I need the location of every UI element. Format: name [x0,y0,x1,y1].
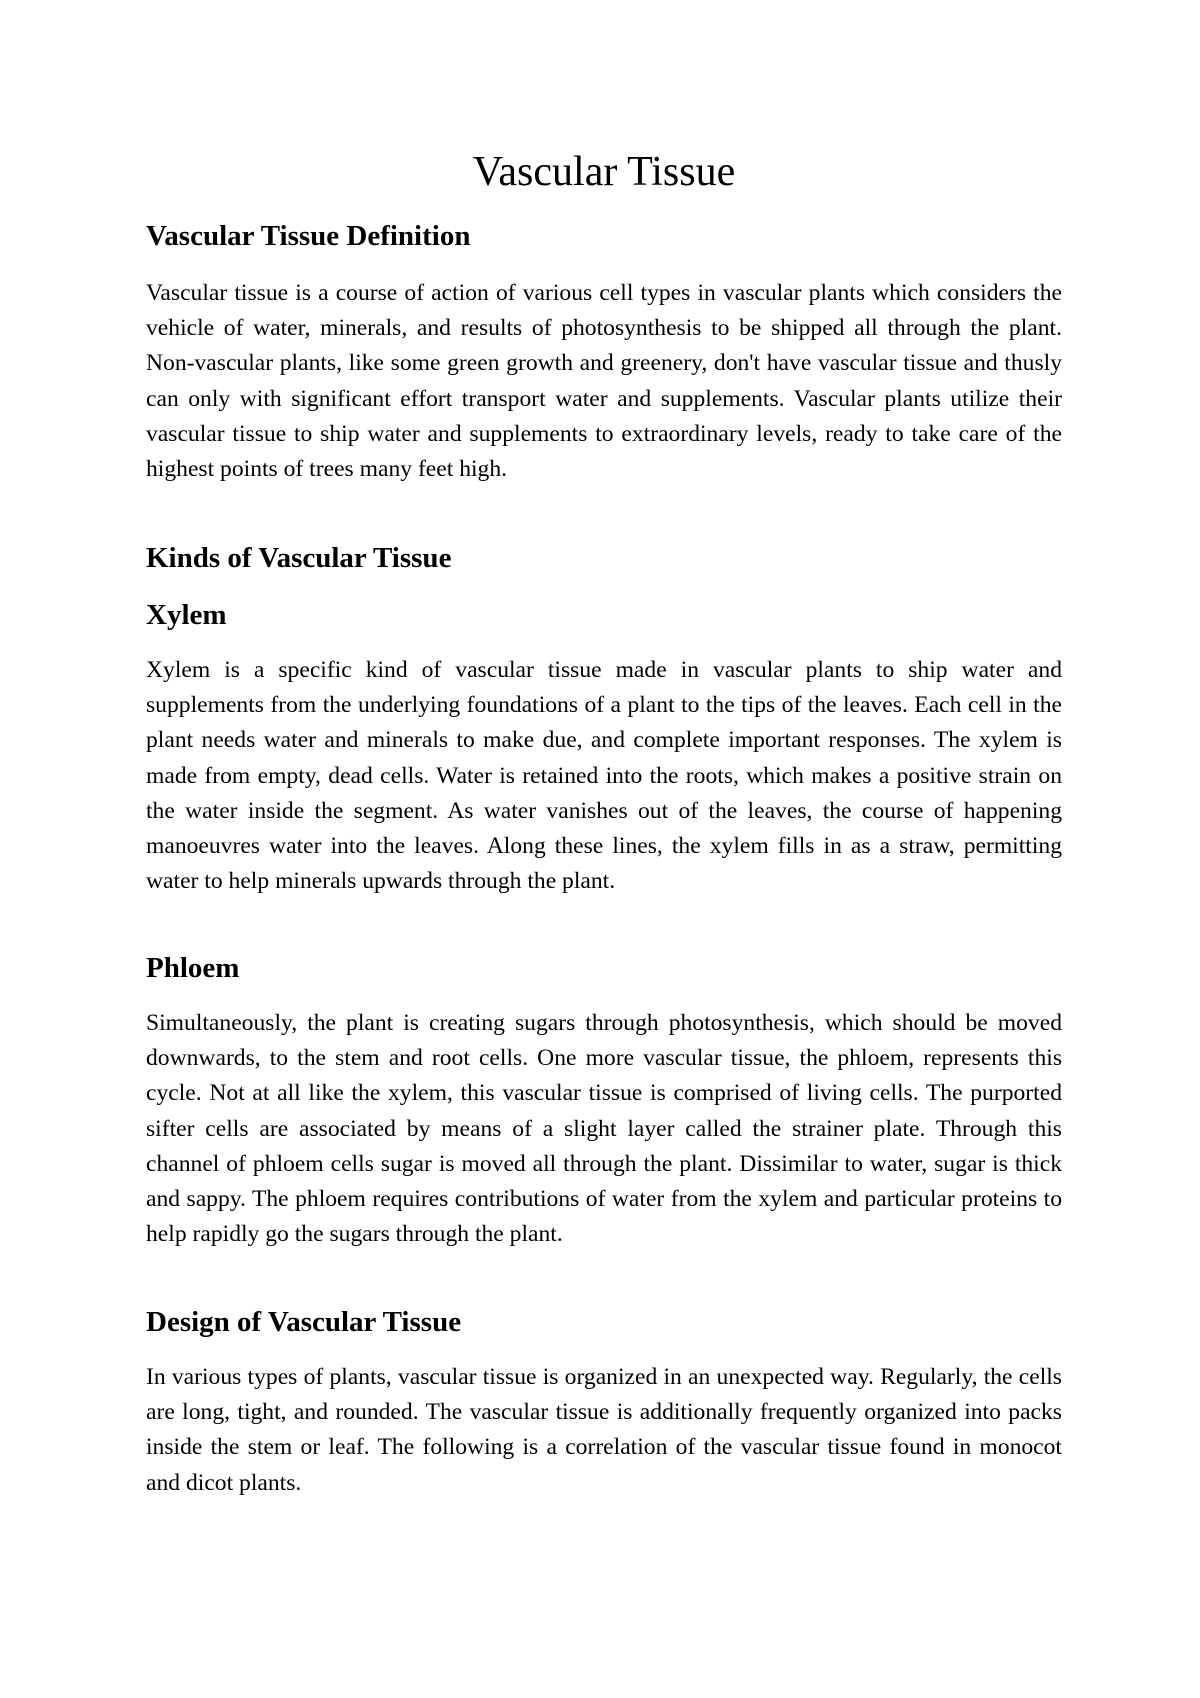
paragraph-xylem: Xylem is a specific kind of vascular tissue made in vascular plants to ship water and supplements from the underlying foundations of a plant to the tips of the leaves. Each cell in the plant needs water and minerals to make due, and complete important responses. The xylem is made from empty, dead cells. Water is retained into the roots, which makes a positive strain on the water inside the segment. As water vanishes out of the leaves, the course of happening manoeuvres water into the leaves. Along these lines, the xylem fills in as a straw, permitting water to help minerals upwards through the plant. [146,657,1062,895]
paragraph-design-of-vascular-tissue: In various types of plants, vascular tissue is organized in an unexpected way. Regularly, the cells are long, tight, and rounded. The vascular tissue is additionally frequently organized into packs inside the stem or leaf. The following is a correlation of the vascular tissue found in monocot and dicot plants. [146,1364,1062,1496]
document-title: Vascular Tissue [472,149,736,195]
heading-phloem: Phloem [146,952,240,984]
heading-vascular-tissue-definition: Vascular Tissue Definition [146,220,471,252]
heading-xylem: Xylem [146,599,227,631]
heading-kinds-of-vascular-tissue: Kinds of Vascular Tissue [146,542,452,574]
paragraph-phloem: Simultaneously, the plant is creating sugars through photosynthesis, which should be moved downwards, to the stem and root cells. One more vascular tissue, the phloem, represents this cycle. Not at all like the xylem, this vascular tissue is comprised of living cells. The purported sifter cells are associated by means of a slight layer called the strainer plate. Through this channel of phloem cells sugar is moved all through the plant. Dissimilar to water, sugar is thick and sappy. The phloem requires contributions of water from the xylem and particular proteins to help rapidly go the sugars through the plant. [146,1010,1062,1248]
paragraph-vascular-tissue-definition: Vascular tissue is a course of action of various cell types in vascular plants which considers the vehicle of water, minerals, and results of photosynthesis to be shipped all through the plant. Non-vascular plants, like some green growth and greenery, don't have vascular tissue and thusly can only with significant effort transport water and supplements. Vascular plants utilize their vascular tissue to ship water and supplements to extraordinary levels, ready to take care of the highest points of trees many feet high. [146,280,1062,483]
heading-design-of-vascular-tissue: Design of Vascular Tissue [146,1306,462,1338]
